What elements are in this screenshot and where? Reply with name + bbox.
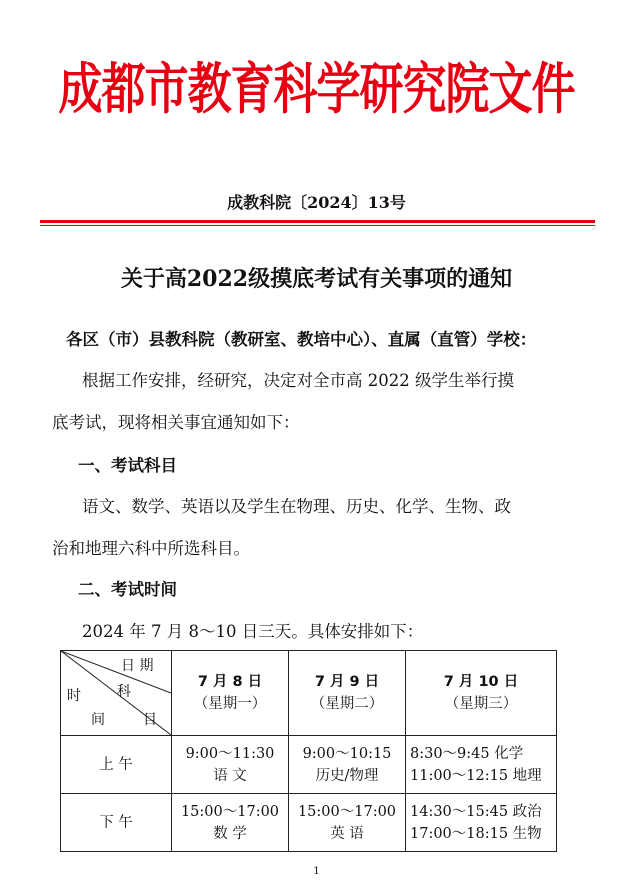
- day-weekday: （星期一）: [193, 696, 267, 712]
- schedule-cell: [289, 736, 406, 794]
- corner-label-subject: 科: [117, 684, 131, 700]
- corner-label-item: 目: [143, 712, 157, 728]
- red-divider-thick: [40, 220, 595, 223]
- cell-line: 9:00～11:30: [185, 745, 275, 762]
- schedule-cell: [172, 794, 289, 852]
- section-2-heading: 二、考试时间: [78, 580, 177, 599]
- cell-line: 语 文: [213, 767, 247, 784]
- schedule-cell: [289, 794, 406, 852]
- corner-label-date: 日 期: [121, 658, 154, 674]
- day-date: 7 月 9 日: [314, 674, 380, 690]
- corner-label-time: 时: [67, 688, 81, 704]
- exam-schedule-table: [60, 650, 557, 852]
- day-date: 7 月 10 日: [443, 674, 519, 690]
- cell-line: 14:30～15:45 政治: [410, 803, 542, 820]
- schedule-cell: [172, 736, 289, 794]
- notice-title: 关于高2022级摸底考试有关事项的通知: [120, 266, 513, 292]
- day-weekday: （星期三）: [444, 696, 518, 712]
- cell-line: 历史/物理: [315, 767, 379, 784]
- day-header-1: [172, 651, 289, 736]
- cell-line: 英 语: [330, 825, 364, 842]
- day-header-2: [289, 651, 406, 736]
- cell-line: 17:00～18:15 生物: [410, 825, 542, 842]
- cell-line: 9:00～10:15: [302, 745, 392, 762]
- cell-line: 11:00～12:15 地理: [410, 767, 542, 784]
- section-1-heading: 一、考试科目: [78, 456, 177, 475]
- red-divider-thin: [40, 225, 595, 226]
- intro-line-1: 根据工作安排，经研究，决定对全市高 2022 级学生举行摸: [82, 371, 514, 390]
- cell-line: 8:30～9:45 化学: [410, 745, 524, 762]
- cell-line: 15:00～17:00: [297, 803, 397, 820]
- section-1-line-1: 语文、数学、英语以及学生在物理、历史、化学、生物、政: [82, 497, 511, 516]
- day-weekday: （星期二）: [310, 696, 384, 712]
- addressee: 各区（市）县教科院（教研室、教培中心）、直属（直管）学校：: [66, 330, 537, 349]
- period-morning: 上 午: [61, 736, 172, 794]
- period-afternoon: 下 午: [61, 794, 172, 852]
- table-corner-header: [61, 651, 172, 736]
- schedule-cell: [406, 794, 557, 852]
- day-date: 7 月 8 日: [197, 674, 263, 690]
- document-number: 成教科院〔2024〕13号: [227, 193, 406, 212]
- section-2-line-1: 2024 年 7 月 8～10 日三天。具体安排如下：: [82, 622, 424, 641]
- cell-line: 数 学: [213, 825, 247, 842]
- day-header-3: [406, 651, 557, 736]
- intro-line-2: 底考试，现将相关事宜通知如下：: [52, 413, 300, 432]
- page-number: 1: [313, 866, 320, 877]
- schedule-cell: [406, 736, 557, 794]
- corner-label-between: 间: [91, 712, 105, 728]
- cell-line: 15:00～17:00: [180, 803, 280, 820]
- issuer-title: 成都市教育科学研究院文件: [58, 57, 575, 122]
- section-1-line-2: 治和地理六科中所选科目。: [52, 539, 250, 558]
